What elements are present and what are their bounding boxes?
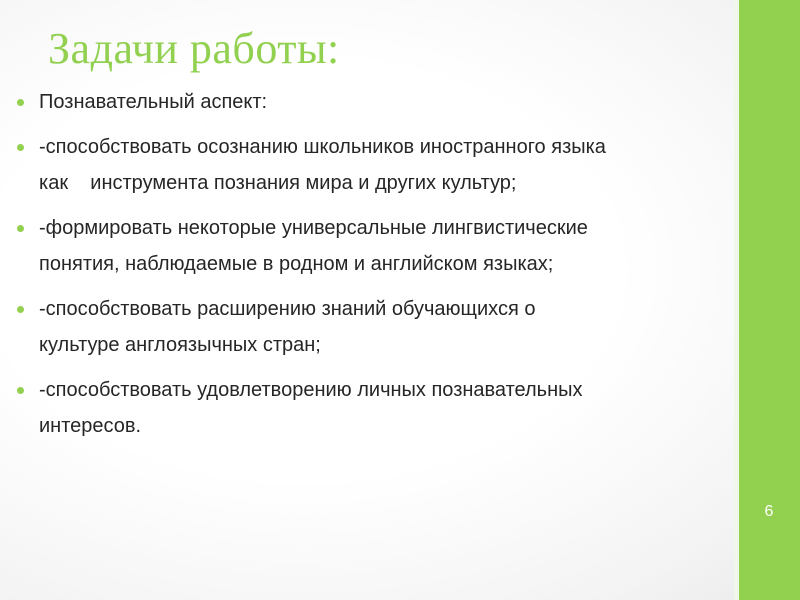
bullet-text-line: -способствовать расширению знаний обучающихся о	[39, 298, 536, 320]
bullet-list	[0, 84, 735, 453]
bullet-text-line: как инструмента познания мира и других культур;	[39, 172, 517, 194]
bullet-item-culture-knowledge	[0, 291, 735, 363]
bullet-text-line: -способствовать осознанию школьников иностранного языка	[39, 136, 606, 158]
bullet-item-cognitive-aspect	[0, 84, 735, 120]
bullet-text-line: Познавательный аспект:	[39, 91, 268, 113]
bullet-item-awareness	[0, 129, 735, 201]
bullet-text-line: культуре англоязычных стран;	[39, 334, 321, 356]
bullet-text-line: -формировать некоторые универсальные лингвистические	[39, 217, 588, 239]
bullet-text-line: -способствовать удовлетворению личных познавательных	[39, 379, 583, 401]
slide-title: Задачи работы:	[48, 24, 340, 73]
bullet-dot-icon	[17, 387, 24, 394]
page-number: 6	[764, 503, 774, 520]
bullet-text-line: понятия, наблюдаемые в родном и английском языках;	[39, 253, 554, 275]
bullet-text-line: интересов.	[39, 415, 142, 437]
bullet-dot-icon	[17, 306, 24, 313]
bullet-dot-icon	[17, 144, 24, 151]
bullet-item-linguistic-concepts	[0, 210, 735, 282]
bullet-dot-icon	[17, 99, 24, 106]
bullet-dot-icon	[17, 225, 24, 232]
bullet-item-personal-interests	[0, 372, 735, 444]
